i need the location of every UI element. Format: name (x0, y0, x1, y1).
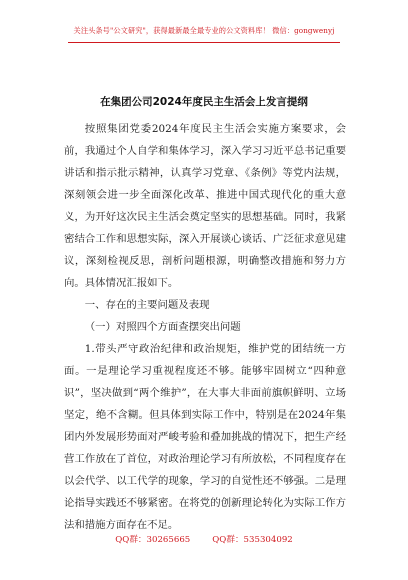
subsection-heading: （一）对照四个方面查摆突出问题 (84, 321, 241, 333)
document-body (64, 118, 346, 536)
promo-banner: 关注头条号"公文研究"，获得最新最全最专业的公文资料库！ 微信：gongwenyj (73, 26, 335, 35)
document-title: 在集团公司2024年度民主生活会上发言提纲 (100, 96, 308, 108)
intro-paragraph: 按照集团党委2024年度民主生活会实施方案要求，会前，我通过个人自学和集体学习，深入学习习近平总书记重要讲话和指示批示精神，认真学习党章、《条例》等党内法规，深刻领会进一步全面深化改革、推进中国式现代化的重大意义，为开好这次民主生活会奠定坚实的思想基础。同时，我紧密结合工作和思想实际，深入开展谈心谈话、广泛征求意见建议，深刻检视反思，剖析问题根源，明确整改措施和努力方向。具体情况汇报如下。 (64, 123, 346, 289)
qq-group-2: QQ群：535304092 (212, 535, 293, 545)
header-divider (68, 42, 340, 43)
body-paragraph: 1.带头严守政治纪律和政治规矩，维护党的团结统一方面。一是理论学习重视程度还不够。能够牢固树立“四种意识”，坚决做到“两个维护”，在大事大非面前旗帜鲜明、立场坚定，绝不含糊。但具体到实际工作中，特别是在2024年集团内外发展形势面对严峻考验和叠加挑战的情况下，把生产经营工作放在了首位，对政治理论学习有所放松，不同程度存在以会代学、以工代学的现象，学习的自觉性还不够强。二是理论指导实践还不够紧密。在将党的创新理论转化为实际工作方法和措施方面存在不足。 (64, 343, 346, 531)
qq-group-1: QQ群：30265665 (115, 535, 191, 545)
footer-contact (0, 535, 408, 546)
section-heading: 一、存在的主要问题及表现 (84, 299, 210, 311)
